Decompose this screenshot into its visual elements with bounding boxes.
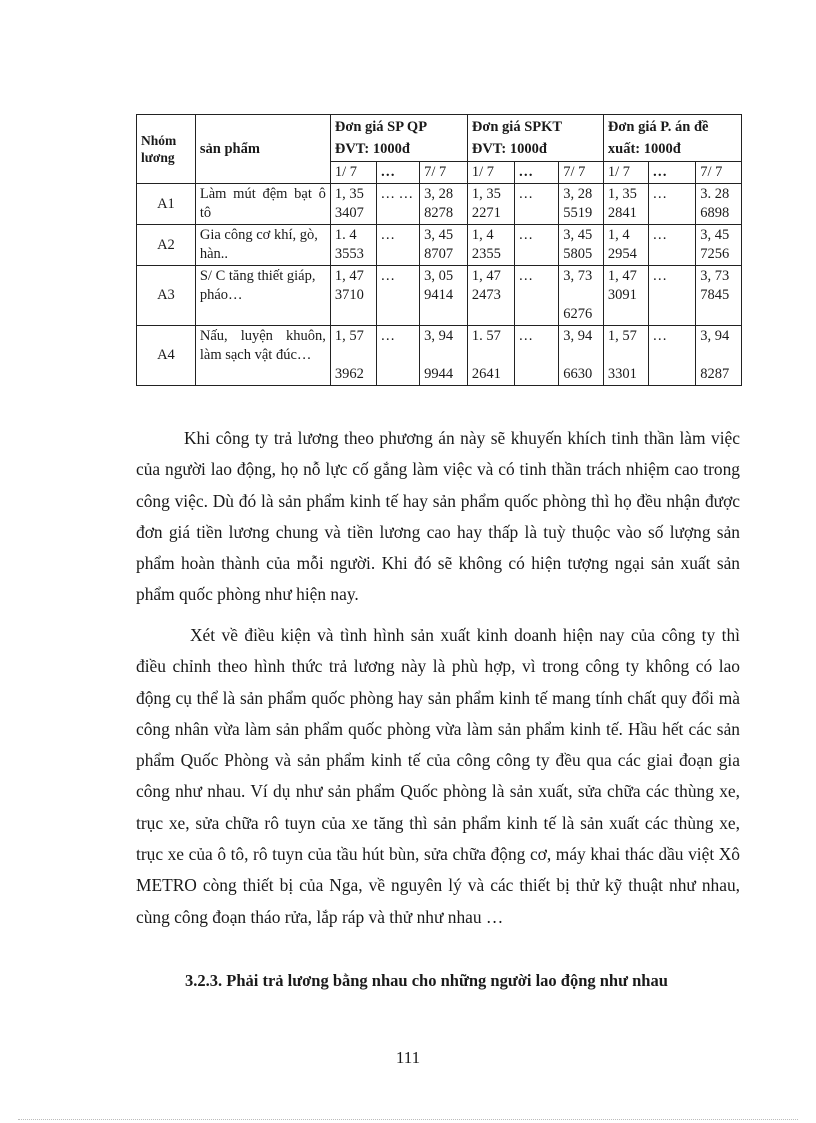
table-cell: … … [376, 184, 420, 225]
cell-line: 6276 [563, 306, 593, 322]
cell-line: 3, 94 [424, 328, 454, 344]
footer-divider [18, 1119, 798, 1120]
table-row [137, 225, 742, 266]
row-product: S/ C tăng thiết giáp, pháo… [195, 266, 330, 326]
cell-line: 2641 [471, 366, 501, 382]
subheader-cell: … [514, 162, 559, 184]
table-cell [420, 326, 468, 386]
table-cell [559, 266, 604, 326]
subheader-cell: 1/ 7 [467, 162, 514, 184]
subheader-cell: … [376, 162, 420, 184]
table-cell [603, 326, 648, 386]
table-cell: 3, 45 5805 [559, 225, 604, 266]
subheader-cell: … [648, 162, 696, 184]
table-cell: … [648, 225, 696, 266]
table-cell: … [514, 326, 559, 386]
cell-line: 3301 [607, 366, 637, 382]
table-cell: 1, 4 2954 [603, 225, 648, 266]
table-cell: … [376, 266, 420, 326]
wage-rate-table [136, 114, 742, 386]
cell-line: 1, 57 [607, 328, 637, 344]
cell-line: 1, 57 [334, 328, 364, 344]
table-cell: 3, 45 7256 [696, 225, 742, 266]
subheader-cell: 7/ 7 [559, 162, 604, 184]
table-cell: 1, 47 2473 [467, 266, 514, 326]
cell-line: 3, 73 [563, 268, 593, 284]
row-group: A3 [137, 266, 196, 326]
section-heading: 3.2.3. Phải trả lương bằng nhau cho những người lao động như nhau [185, 971, 668, 990]
table-cell: … [514, 266, 559, 326]
body-paragraph-1: Khi công ty trả lương theo phương án này sẽ khuyến khích tinh thần làm việc của người lao động, họ nỗ lực cố gắng làm việc và có tinh thần trách nhiệm cao trong công việc. Dù đó là sản phẩm kinh tế hay sản phẩm quốc phòng thì họ đều nhận được đơn giá tiền lương chung và tiền lương cao hay thấp là tuỳ thuộc vào số lượng sản phẩm hoàn thành của mỗi người. Khi đó sẽ không có hiện tượng ngại sản xuất sản phẩm quốc phòng như hiện nay. [136, 428, 740, 605]
cell-line: 1. 57 [471, 328, 501, 344]
table-header-row [137, 115, 742, 162]
table-cell: … [648, 184, 696, 225]
table-cell: 1, 35 3407 [330, 184, 376, 225]
header-spkt-price: Đơn giá SPKT ĐVT: 1000đ [467, 115, 603, 162]
subheader-cell: 7/ 7 [696, 162, 742, 184]
table-cell: … [376, 326, 420, 386]
table-cell: 1, 47 3091 [603, 266, 648, 326]
row-group: A2 [137, 225, 196, 266]
table-row [137, 326, 742, 386]
table-cell: 3. 28 6898 [696, 184, 742, 225]
row-group: A1 [137, 184, 196, 225]
cell-line: 3, 94 [700, 328, 730, 344]
cell-line: 8287 [700, 366, 730, 382]
table-cell: … [514, 184, 559, 225]
subheader-cell: 7/ 7 [420, 162, 468, 184]
table-cell: … [648, 266, 696, 326]
row-product: Nấu, luyện khuôn, làm sạch vật đúc… [195, 326, 330, 386]
header-product: sản phẩm [195, 115, 330, 184]
table-cell [467, 326, 514, 386]
table-cell: 1. 4 3553 [330, 225, 376, 266]
row-product: Gia công cơ khí, gò, hàn.. [195, 225, 330, 266]
row-group: A4 [137, 326, 196, 386]
table-cell: 1, 4 2355 [467, 225, 514, 266]
table-cell [330, 326, 376, 386]
cell-line: 3, 94 [563, 328, 593, 344]
table-cell [696, 326, 742, 386]
table-cell: 3, 28 5519 [559, 184, 604, 225]
page-number: 111 [395, 1048, 421, 1067]
subheader-cell: 1/ 7 [603, 162, 648, 184]
table-cell [559, 326, 604, 386]
table-cell: 1, 35 2271 [467, 184, 514, 225]
header-qp-price: Đơn giá SP QP ĐVT: 1000đ [330, 115, 467, 162]
table-cell: 3, 73 7845 [696, 266, 742, 326]
table-cell: … [376, 225, 420, 266]
table-cell: … [514, 225, 559, 266]
body-paragraph-2: Xét về điều kiện và tình hình sản xuất kinh doanh hiện nay của công ty thì điều chỉnh theo hình thức trả lương này là phù hợp, vì trong công ty không có lao động cụ thể là sản phẩm quốc phòng hay sản phẩm kinh tế mang tính chất quy đổi mà công nhân vừa làm sản phẩm quốc phòng vừa làm sản phẩm kinh tế. Hầu hết các sản phẩm Quốc Phòng và sản phẩm kinh tế của công công ty đều qua các giai đoạn gia công như nhau. Ví dụ như sản phẩm Quốc phòng là sản xuất, sửa chữa các thùng xe, trục xe, sửa chữa rô tuyn của xe tăng thì sản phẩm kinh tế là sản xuất các thùng xe, trục xe của ô tô, rô tuyn của tầu hút bùn, sửa chữa động cơ, máy khai thác dầu việt Xô METRO còng thiết bị của Nga, về nguyên lý và các thiết bị thử kỹ thuật như nhau, cùng công đoạn tháo rửa, lắp ráp và thử như nhau … [136, 625, 740, 927]
table-cell: 3, 45 8707 [420, 225, 468, 266]
table-cell: 3, 28 8278 [420, 184, 468, 225]
cell-line: 3962 [334, 366, 364, 382]
table-cell: 3, 05 9414 [420, 266, 468, 326]
cell-line: 9944 [424, 366, 454, 382]
subheader-cell: 1/ 7 [330, 162, 376, 184]
row-product: Làm mút đệm bạt ô tô [195, 184, 330, 225]
table-row [137, 266, 742, 326]
cell-line: 6630 [563, 366, 593, 382]
table-cell: … [648, 326, 696, 386]
header-proposal-price: Đơn giá P. án đề xuất: 1000đ [603, 115, 741, 162]
table-cell: 1, 35 2841 [603, 184, 648, 225]
table-row [137, 184, 742, 225]
header-group: Nhóm lương [137, 115, 196, 184]
table-cell: 1, 47 3710 [330, 266, 376, 326]
